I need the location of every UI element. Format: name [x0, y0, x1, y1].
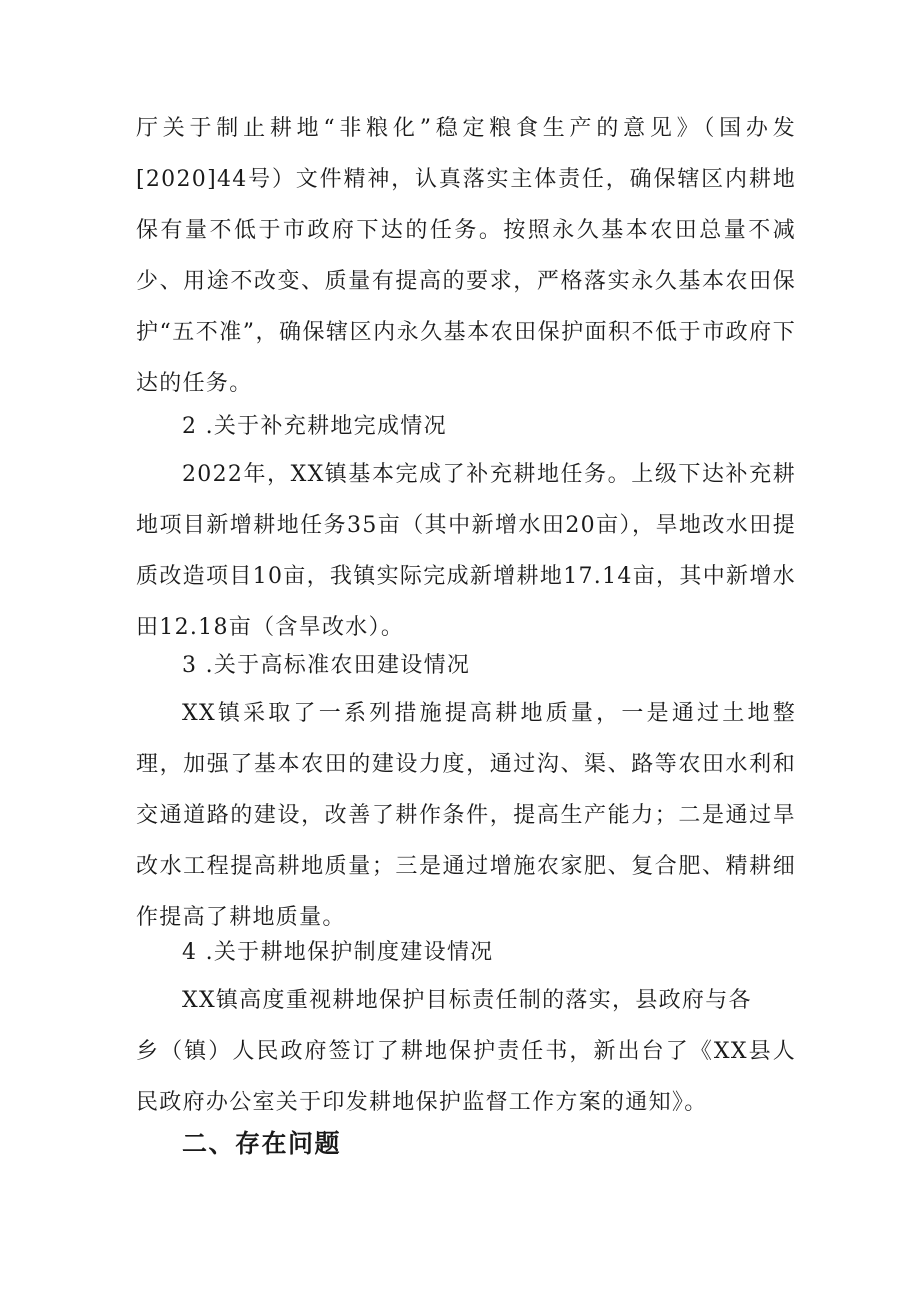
heading-protection-system: 4 .关于耕地保护制度建设情况 [182, 940, 494, 965]
section-title-existing-problems: 二、存在问题 [182, 1129, 342, 1158]
paragraph-protection-system-line1: XX镇高度重视耕地保护目标责任制的落实，县政府与各 [182, 988, 752, 1013]
paragraph-supplementary-farmland: 2022年，XX镇基本完成了补充耕地任务。上级下达补充耕地项目新增耕地任务35亩（其中新增水田20亩），旱地改水田提质改造项目10亩，我镇实际完成新增耕地17.14亩，其中新增水田12.18亩（含旱改水）。 [136, 462, 796, 640]
heading-high-standard-farmland: 3 .关于高标准农田建设情况 [182, 653, 471, 678]
paragraph-intro: 厅关于制止耕地“非粮化”稳定粮食生产的意见》（国办发[2020]44号）文件精神，认真落实主体责任，确保辖区内耕地保有量不低于市政府下达的任务。按照永久基本农田总量不减少、用途不改变、质量有提高的要求，严格落实永久基本农田保护“五不准”，确保辖区内永久基本农田保护面积不低于市政府下达的任务。 [136, 116, 796, 396]
paragraph-protection-system: 乡（镇）人民政府签订了耕地保护责任书，新出台了《XX县人民政府办公室关于印发耕地保护监督工作方案的通知》。 [136, 1039, 796, 1115]
heading-supplementary-farmland: 2 .关于补充耕地完成情况 [182, 414, 447, 439]
paragraph-high-standard-farmland: XX镇采取了一系列措施提高耕地质量，一是通过土地整理，加强了基本农田的建设力度，通过沟、渠、路等农田水利和交通道路的建设，改善了耕作条件，提高生产能力；二是通过旱改水工程提高耕地质量；三是通过增施农家肥、复合肥、精耕细作提高了耕地质量。 [136, 701, 796, 930]
